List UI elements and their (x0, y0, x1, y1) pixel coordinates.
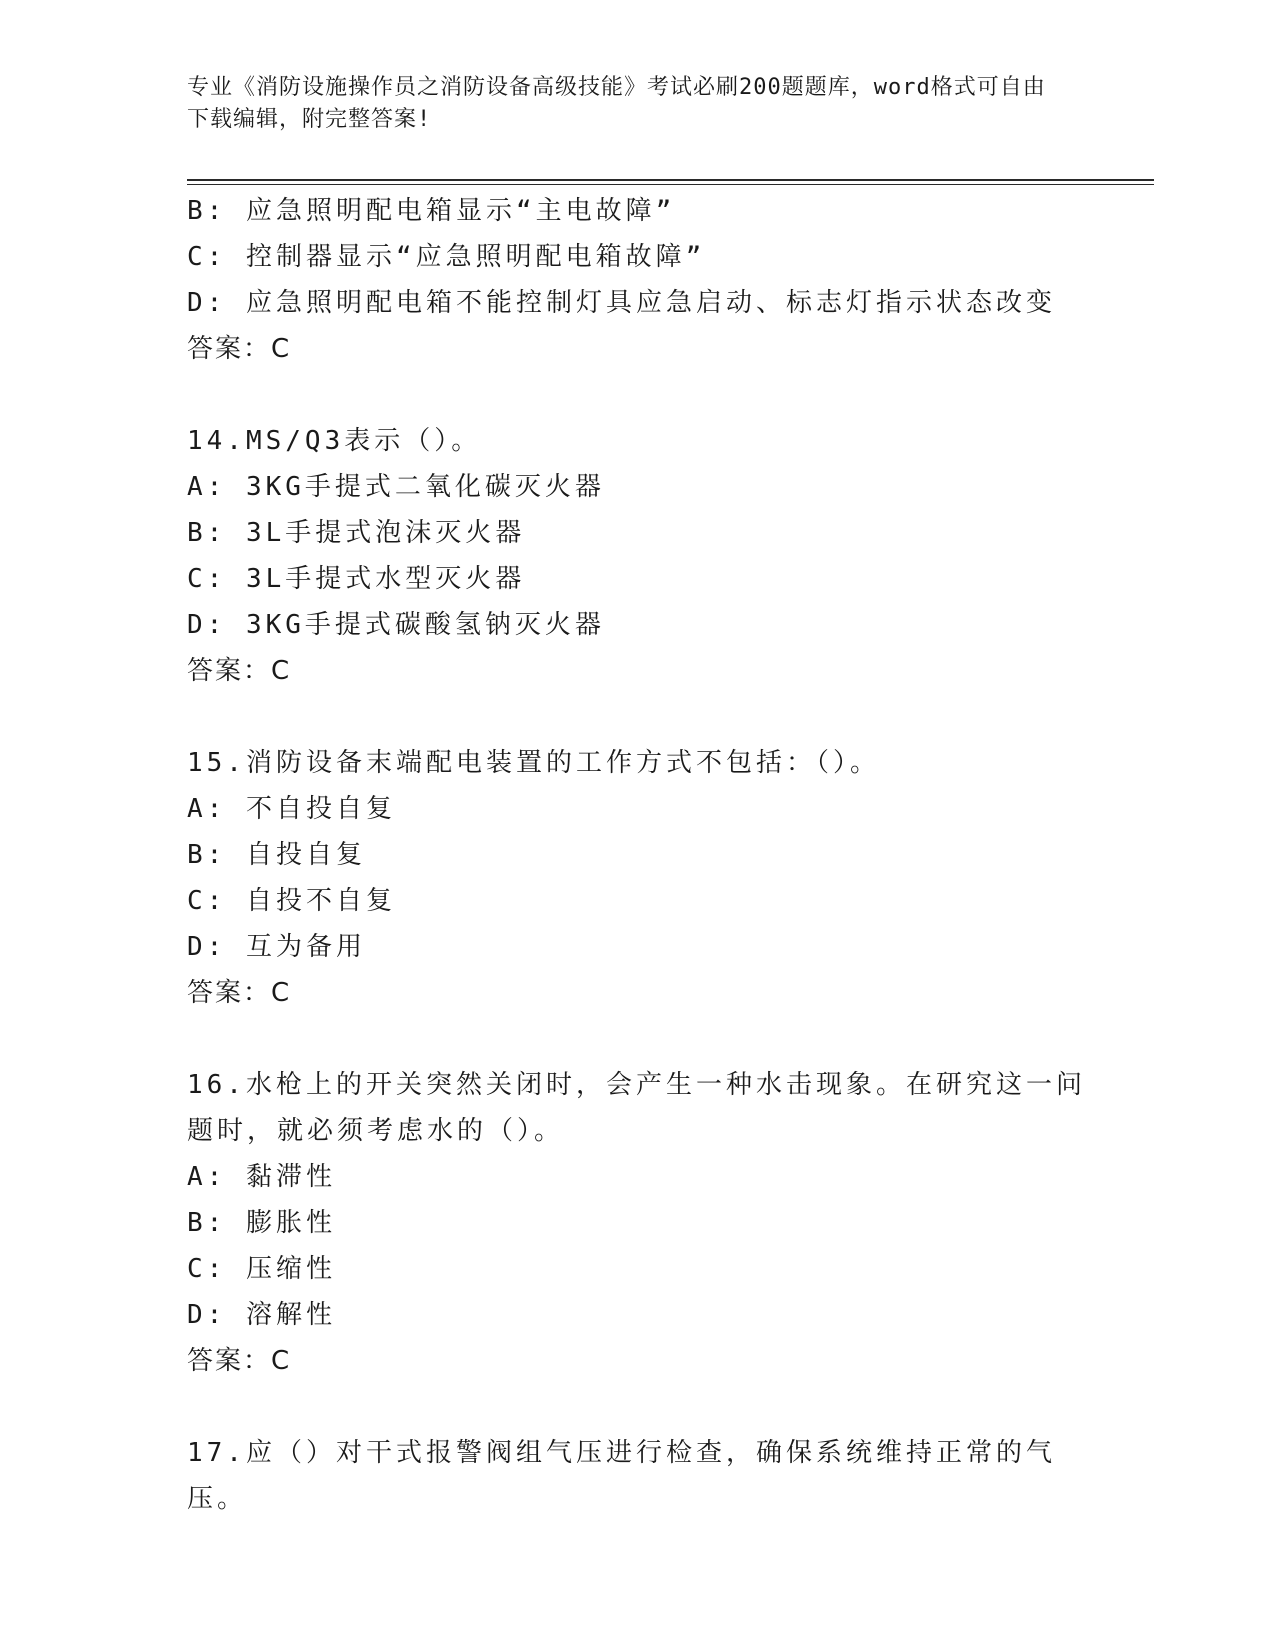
spacer (187, 1016, 1087, 1062)
option-d: D: 应急照明配电箱不能控制灯具应急启动、标志灯指示状态改变 (187, 288, 1056, 318)
option-d: D: 溶解性 (187, 1300, 336, 1330)
carryover-block (187, 188, 1087, 372)
option-b: B: 3L手提式泡沫灭火器 (187, 518, 526, 548)
option-a: A: 3KG手提式二氧化碳灭火器 (187, 472, 605, 502)
option-c: C: 3L手提式水型灭火器 (187, 564, 526, 594)
option-c: C: 自投不自复 (187, 886, 396, 916)
question-stem: 16.水枪上的开关突然关闭时，会产生一种水击现象。在研究这一问题时，就必须考虑水的（）。 (187, 1070, 1086, 1146)
document-header: 专业《消防设施操作员之消防设备高级技能》考试必刷200题题库，word格式可自由下载编辑，附完整答案! (187, 75, 1046, 132)
option-d: D: 3KG手提式碳酸氢钠灭火器 (187, 610, 605, 640)
question-stem: 17.应（）对干式报警阀组气压进行检查，确保系统维持正常的气压。 (187, 1438, 1056, 1514)
option-a: A: 不自投自复 (187, 794, 396, 824)
question-14 (187, 418, 1087, 694)
header-rule-thick (187, 179, 1154, 181)
option-b: B: 应急照明配电箱显示“主电故障” (187, 196, 676, 226)
answer-line: 答案：C (187, 334, 292, 364)
question-stem: 15.消防设备末端配电装置的工作方式不包括：（）。 (187, 748, 880, 778)
option-d: D: 互为备用 (187, 932, 366, 962)
option-a: A: 黏滞性 (187, 1162, 336, 1192)
question-17 (187, 1430, 1087, 1522)
option-b: B: 膨胀性 (187, 1208, 336, 1238)
question-stem: 14.MS/Q3表示（）。 (187, 426, 482, 456)
question-16 (187, 1062, 1087, 1384)
spacer (187, 1384, 1087, 1430)
option-b: B: 自投自复 (187, 840, 366, 870)
document-body (187, 188, 1087, 1522)
answer-line: 答案：C (187, 656, 292, 686)
question-15 (187, 740, 1087, 1016)
option-c: C: 控制器显示“应急照明配电箱故障” (187, 242, 706, 272)
spacer (187, 372, 1087, 418)
answer-line: 答案：C (187, 1346, 292, 1376)
answer-line: 答案：C (187, 978, 292, 1008)
header-rule-thin (187, 184, 1154, 185)
option-c: C: 压缩性 (187, 1254, 336, 1284)
spacer (187, 694, 1087, 740)
